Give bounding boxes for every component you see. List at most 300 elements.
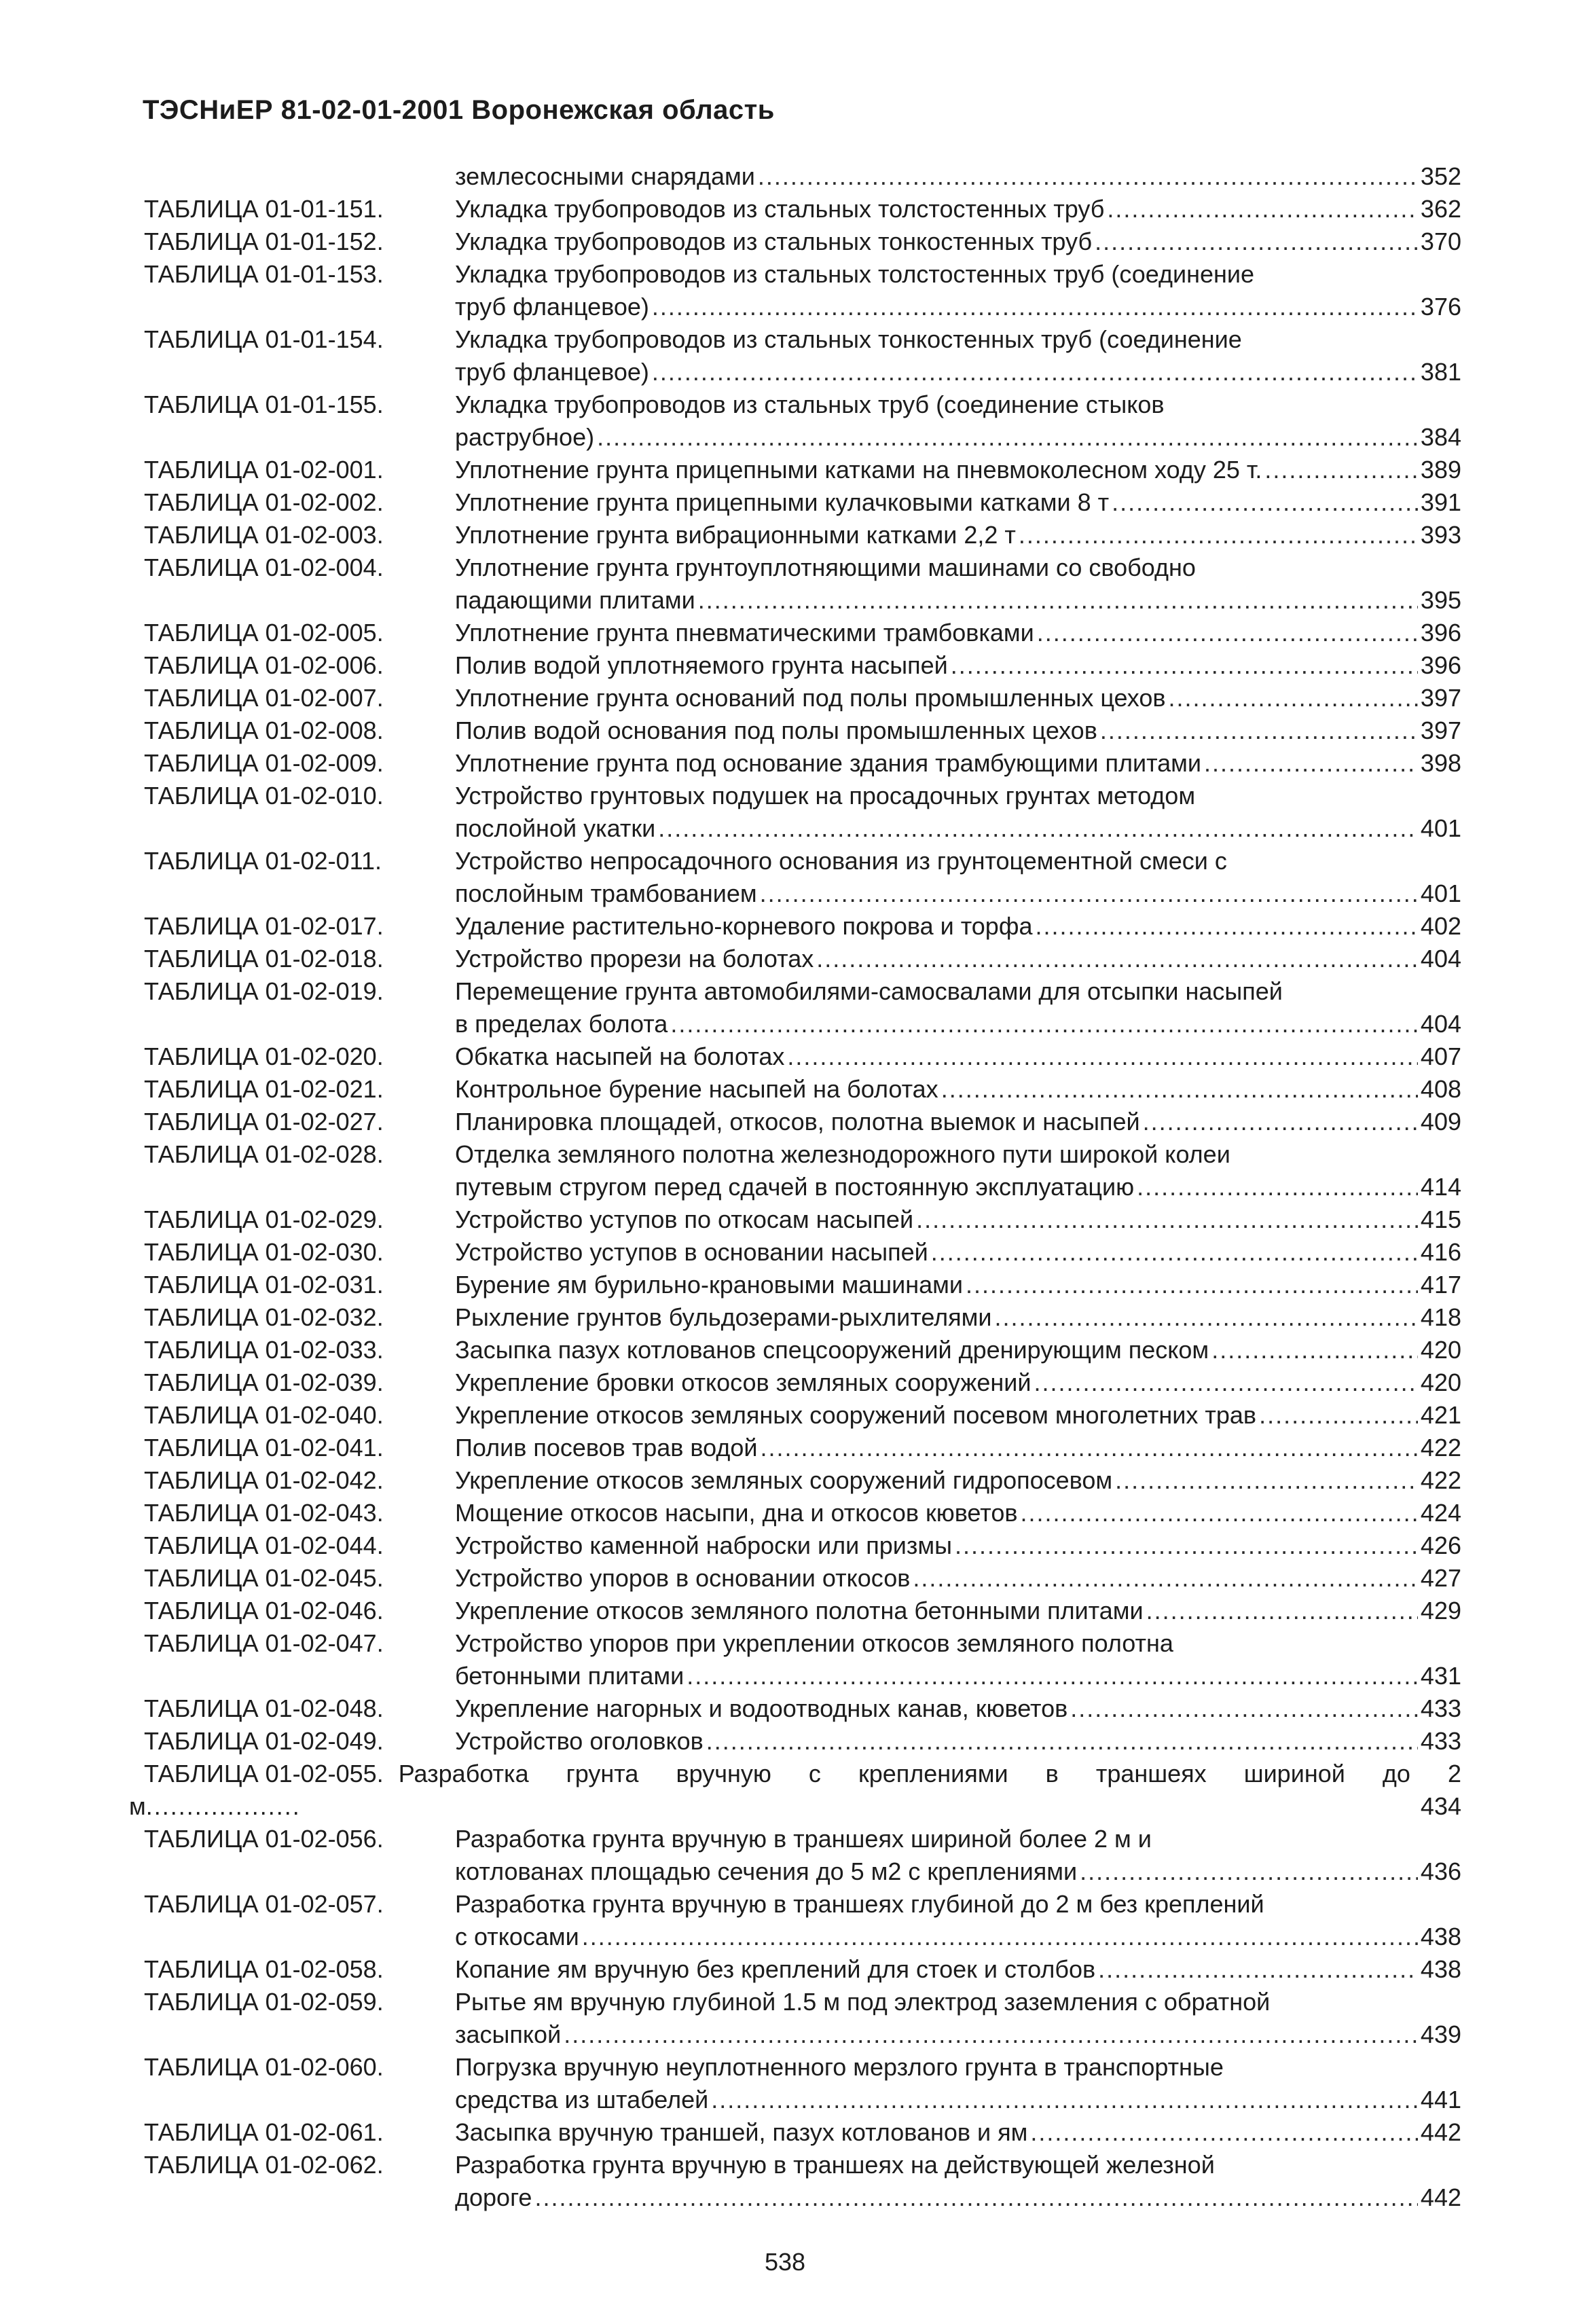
toc-entry-01-02-055[interactable] [129,1758,1461,1823]
toc-entry-body [455,519,1461,551]
toc-entry-label: ТАБЛИЦА 01-02-017. [144,912,384,940]
toc-entry-page: 389 [1420,456,1461,484]
toc-entry-page: 433 [1420,1694,1461,1722]
toc-entry-label: ТАБЛИЦА 01-02-011. [144,847,382,875]
toc-entry-label: ТАБЛИЦА 01-02-046. [144,1597,384,1624]
toc-entry-title: Укладка трубопроводов из стальных толстостенных труб (соединение [455,260,1255,288]
toc-entry-title: Разработка грунта вручную в траншеях на действующей железной [455,2151,1215,2179]
toc-entry-line [455,160,1461,193]
toc-entry[interactable] [144,1366,1461,1399]
toc-leader-dots [951,649,1418,682]
toc-entry-label: ТАБЛИЦА 01-02-042. [144,1466,384,1494]
toc-entry-body [455,1399,1461,1432]
toc-entry-line [455,2018,1461,2051]
toc-entry-label: ТАБЛИЦА 01-02-021. [144,1075,384,1103]
toc-leader-dots [1034,1366,1417,1399]
toc-leader-dots [941,1073,1418,1106]
toc-entry-title: послойным трамбованием [455,879,757,907]
toc-entry-title: Отделка земляного полотна железнодорожного пути широкой колеи [455,1140,1230,1168]
toc-entry[interactable] [144,910,1461,943]
toc-entry-page: 438 [1420,1955,1461,1983]
toc-entry-title: Устройство уступов по откосам насыпей [455,1205,914,1233]
toc-entry-page: 420 [1420,1336,1461,1364]
toc-entry[interactable] [144,193,1461,225]
toc-entry-body [455,1692,1461,1725]
toc-entry-label: ТАБЛИЦА 01-02-008. [144,716,384,744]
toc-entry-title: Полив водой основания под полы промышленных цехов [455,716,1097,744]
toc-entry[interactable] [144,1301,1461,1334]
toc-entry-page: 398 [1420,749,1461,777]
toc-entry[interactable] [144,454,1461,486]
toc-entry[interactable] [144,1399,1461,1432]
toc-group-main [144,160,1461,1758]
toc-entry-line [455,486,1461,519]
toc-entry-title: Перемещение грунта автомобилями-самосвалами для отсыпки насыпей [455,977,1283,1005]
toc-entry-page: 422 [1420,1434,1461,1461]
toc-leader-dots [1146,1595,1418,1627]
toc-entry-label: ТАБЛИЦА 01-02-060. [144,2053,384,2081]
toc-entry-body [455,1725,1461,1758]
toc-entry-line [455,1692,1461,1725]
toc-entry-body [455,1366,1461,1399]
toc-entry[interactable] [144,1888,1461,1953]
toc-entry-page: 438 [1420,1923,1461,1950]
toc-entry[interactable] [144,519,1461,551]
toc-entry-line [455,910,1461,943]
toc-entry[interactable] [144,714,1461,747]
toc-entry-line [455,454,1461,486]
toc-entry-title: Засыпка вручную траншей, пазух котлованов и ям [455,2118,1028,2146]
toc-entry-title: с откосами [455,1923,579,1950]
toc-entry-title: Копание ям вручную без креплений для стоек и столбов [455,1955,1096,1983]
toc-leader-dots [1143,1106,1418,1138]
toc-entry[interactable] [144,1627,1461,1692]
toc-entry-body [455,975,1461,1040]
toc-leader-dots [597,421,1418,454]
toc-entry[interactable] [144,617,1461,649]
toc-entry-page: 415 [1420,1205,1461,1233]
toc-entry[interactable] [144,388,1461,454]
toc-entry-body [455,1464,1461,1497]
toc-entry-page: 397 [1420,716,1461,744]
toc-entry-body [455,1888,1461,1953]
toc-entry[interactable] [144,780,1461,845]
toc-entry-line [455,1073,1461,1106]
toc-entry-body [455,682,1461,714]
toc-entry-label: ТАБЛИЦА 01-01-152. [144,228,384,255]
toc-entry-label: ТАБЛИЦА 01-02-002. [144,488,384,516]
toc-entry[interactable] [144,258,1461,323]
toc-entry-title: Устройство упоров в основании откосов [455,1564,911,1592]
toc-entry-page: 427 [1420,1564,1461,1592]
toc-leader-dots [916,1203,1418,1236]
toc-entry-page: 416 [1420,1238,1461,1266]
toc-entry-label: ТАБЛИЦА 01-02-049. [144,1727,384,1755]
toc-entry[interactable] [144,1040,1461,1073]
toc-entry-line [455,877,1461,910]
toc-entry[interactable] [144,1236,1461,1269]
toc-entry-line [455,1008,1461,1040]
toc-entry-page: 426 [1420,1531,1461,1559]
toc-entry[interactable] [144,1529,1461,1562]
toc-entry-page: 414 [1420,1173,1461,1201]
toc-entry-label: ТАБЛИЦА 01-02-018. [144,945,384,973]
toc-entry[interactable] [144,486,1461,519]
toc-leader-dots [761,1432,1418,1464]
toc-entry-page: 429 [1420,1597,1461,1624]
toc-leader-dots [1115,1464,1418,1497]
toc-entry-title: послойной укатки [455,814,656,842]
toc-entry-line [455,2149,1461,2181]
toc-entry-title: Полив посевов трав водой [455,1434,758,1461]
toc-entry-body [455,2149,1461,2214]
toc-entry-body [455,714,1461,747]
toc-entry[interactable] [144,323,1461,388]
toc-entry-line [455,1432,1461,1464]
toc-entry[interactable] [144,1823,1461,1888]
toc-entry-label: ТАБЛИЦА 01-02-005. [144,619,384,647]
toc-entry-label: ТАБЛИЦА 01-02-032. [144,1303,384,1331]
toc-entry-first-line [144,1758,1461,1790]
toc-entry-label: ТАБЛИЦА 01-02-043. [144,1499,384,1527]
toc-entry-body [455,551,1461,617]
toc-leader-dots [582,1921,1418,1953]
toc-entry-title: падающими плитами [455,586,695,614]
toc-entry-label: ТАБЛИЦА 01-02-029. [144,1205,384,1233]
toc-leader-dots [534,2181,1417,2214]
toc-entry-body [455,1986,1461,2051]
toc-entry-line [455,780,1461,812]
toc-entry-label: ТАБЛИЦА 01-02-009. [144,749,384,777]
toc-entry[interactable] [144,2149,1461,2214]
toc-leader-dots [146,1790,302,1823]
toc-leader-dots [1035,910,1417,943]
toc-entry-title: Уплотнение грунта прицепными кулачковыми катками 8 т [455,488,1110,516]
toc-entry[interactable] [144,975,1461,1040]
toc-entry-line [455,1888,1461,1921]
toc-entry-line [455,975,1461,1008]
toc-entry-title: Укладка трубопроводов из стальных тонкостенных труб (соединение [455,325,1242,353]
toc-entry-label: ТАБЛИЦА 01-02-041. [144,1434,384,1461]
toc-entry-title: Удаление растительно-корневого покрова и торфа [455,912,1033,940]
toc-entry-body [455,1269,1461,1301]
toc-leader-dots [652,356,1418,388]
toc-entry-page: 417 [1420,1271,1461,1299]
toc-entry-body [455,1301,1461,1334]
toc-entry-title: раструбное) [455,423,595,451]
toc-entry-title: Укрепление откосов земляных сооружений посевом многолетних трав [455,1401,1257,1429]
toc-entry-body [455,486,1461,519]
toc-entry-line [455,747,1461,780]
toc-entry[interactable] [144,1138,1461,1203]
toc-leader-dots [1107,193,1418,225]
toc-entry-page: 422 [1420,1466,1461,1494]
toc-entry-body [455,1497,1461,1529]
toc-entry-label: ТАБЛИЦА 01-02-059. [144,1988,384,2016]
toc-entry[interactable] [144,1562,1461,1595]
toc-entry-label: ТАБЛИЦА 01-02-057. [144,1890,384,1918]
toc-entry-title: труб фланцевое) [455,293,649,321]
toc-leader-dots [816,943,1418,975]
table-of-contents [129,160,1461,2214]
toc-leader-dots [758,160,1418,193]
toc-entry-body [455,258,1461,323]
toc-entry-label: ТАБЛИЦА 01-01-155. [144,391,384,418]
toc-entry[interactable] [144,2051,1461,2116]
toc-leader-dots [1070,1692,1418,1725]
toc-entry-title: Бурение ям бурильно-крановыми машинами [455,1271,964,1299]
toc-leader-dots [1204,747,1418,780]
toc-entry-page: 362 [1420,195,1461,223]
toc-entry-page: 402 [1420,912,1461,940]
toc-entry-title: Рытье ям вручную глубиной 1.5 м под электрод заземления с обратной [455,1988,1271,2016]
toc-entry-line [455,1106,1461,1138]
toc-leader-dots [1264,454,1418,486]
toc-entry-title: Полив водой уплотняемого грунта насыпей [455,651,948,679]
toc-entry-title: дороге [455,2183,532,2211]
toc-entry-label: ТАБЛИЦА 01-02-010. [144,782,384,810]
toc-entry-title-continued: м [129,1792,146,1820]
toc-entry-line [455,1269,1461,1301]
toc-entry-title: путевым стругом перед сдачей в постоянную эксплуатацию [455,1173,1135,1201]
toc-entry-line [455,1366,1461,1399]
toc-entry-label: ТАБЛИЦА 01-02-033. [144,1336,384,1364]
toc-entry-line [455,1301,1461,1334]
toc-entry-title: Укрепление откосов земляного полотна бетонными плитами [455,1597,1144,1624]
toc-entry-page: 404 [1420,1010,1461,1038]
toc-leader-dots [966,1269,1418,1301]
toc-entry-label: ТАБЛИЦА 01-02-030. [144,1238,384,1266]
toc-leader-dots [760,877,1418,910]
toc-leader-dots [1037,617,1418,649]
toc-entry-body [455,617,1461,649]
toc-entry-body [455,780,1461,845]
toc-entry-label: ТАБЛИЦА 01-01-153. [144,260,384,288]
toc-leader-dots [1137,1171,1418,1203]
toc-entry-line [455,225,1461,258]
toc-entry[interactable] [144,1432,1461,1464]
page-number: 538 [764,2248,806,2276]
toc-entry-line [455,1236,1461,1269]
toc-leader-dots [931,1236,1418,1269]
toc-entry-line [455,519,1461,551]
toc-entry-page: 404 [1420,945,1461,973]
toc-entry-label: ТАБЛИЦА 01-02-040. [144,1401,384,1429]
toc-entry-title: Уплотнение грунта прицепными катками на пневмоколесном ходу 25 т. [455,456,1262,484]
toc-entry-page: 418 [1420,1303,1461,1331]
toc-leader-dots [913,1562,1418,1595]
toc-entry-label: ТАБЛИЦА 01-02-031. [144,1271,384,1299]
toc-entry[interactable] [144,1269,1461,1301]
toc-entry-page: 420 [1420,1368,1461,1396]
toc-entry-label: ТАБЛИЦА 01-02-048. [144,1694,384,1722]
toc-entry-page: 441 [1420,2086,1461,2113]
toc-entry[interactable] [144,845,1461,910]
toc-entry-page: 352 [1420,162,1461,190]
toc-entry-title: Укладка трубопроводов из стальных тонкостенных труб [455,228,1093,255]
toc-entry-title: Уплотнение грунта грунтоуплотняющими машинами со свободно [455,553,1196,581]
toc-entry-body [455,649,1461,682]
toc-leader-dots [706,1725,1418,1758]
toc-entry[interactable] [144,943,1461,975]
toc-entry-body [455,943,1461,975]
toc-entry[interactable] [144,1334,1461,1366]
toc-entry-body [455,1595,1461,1627]
toc-entry-line [455,1334,1461,1366]
toc-leader-dots [658,812,1418,845]
toc-entry[interactable] [144,1692,1461,1725]
toc-entry-title: Устройство оголовков [455,1727,704,1755]
toc-entry[interactable] [144,1203,1461,1236]
toc-entry[interactable] [144,160,1461,193]
toc-entry-title: Контрольное бурение насыпей на болотах [455,1075,938,1103]
toc-leader-dots [1211,1334,1418,1366]
toc-entry-page: 393 [1420,521,1461,549]
toc-leader-dots [1095,225,1418,258]
toc-leader-dots [652,291,1418,323]
toc-entry-line [455,617,1461,649]
toc-leader-dots [1100,714,1418,747]
toc-leader-dots [1259,1399,1418,1432]
toc-entry[interactable] [144,2116,1461,2149]
toc-entry-body [455,1073,1461,1106]
toc-entry-line [455,1725,1461,1758]
toc-entry[interactable] [144,1595,1461,1627]
toc-entry[interactable] [144,1953,1461,1986]
toc-entry-title: Устройство уступов в основании насыпей [455,1238,928,1266]
toc-entry-body [455,2116,1461,2149]
toc-entry[interactable] [144,1725,1461,1758]
toc-entry-page: 424 [1420,1499,1461,1527]
toc-entry-body [455,1040,1461,1073]
toc-entry-label: ТАБЛИЦА 01-02-003. [144,521,384,549]
toc-entry-title: Устройство непросадочного основания из грунтоцементной смеси с [455,847,1227,875]
toc-entry[interactable] [144,1497,1461,1529]
toc-leader-dots [1080,1855,1418,1888]
toc-entry-page: 433 [1420,1727,1461,1755]
toc-leader-dots [1169,682,1418,714]
toc-entry-body [455,1529,1461,1562]
toc-leader-dots [711,2084,1418,2116]
toc-entry[interactable] [144,1986,1461,2051]
toc-entry-page: 407 [1420,1042,1461,1070]
toc-entry-body [455,1562,1461,1595]
toc-entry-line [455,1660,1461,1692]
toc-entry-page: 434 [1420,1792,1461,1820]
toc-entry-body [455,1203,1461,1236]
toc-entry-body [455,454,1461,486]
toc-leader-dots [1019,519,1418,551]
toc-entry[interactable] [144,551,1461,617]
toc-entry-line [455,1823,1461,1855]
toc-leader-dots [1112,486,1418,519]
toc-entry-line [455,1529,1461,1562]
toc-entry-title: Обкатка насыпей на болотах [455,1042,785,1070]
toc-entry-line [455,845,1461,877]
toc-leader-dots [1098,1953,1418,1986]
toc-entry[interactable] [144,747,1461,780]
toc-entry-body [455,225,1461,258]
toc-entry-title: Погрузка вручную неуплотненного мерзлого грунта в транспортные [455,2053,1224,2081]
toc-entry-title: средства из штабелей [455,2086,709,2113]
toc-entry-page: 408 [1420,1075,1461,1103]
toc-entry[interactable] [144,225,1461,258]
toc-entry-line [455,323,1461,356]
toc-entry-title: Укладка трубопроводов из стальных толстостенных труб [455,195,1105,223]
toc-entry-line [455,1562,1461,1595]
toc-entry-body [455,910,1461,943]
toc-entry[interactable] [144,649,1461,682]
toc-entry-line [455,1986,1461,2018]
toc-leader-dots [687,1660,1418,1692]
toc-entry-line [455,551,1461,584]
toc-entry-title: Уплотнение грунта пневматическими трамбовками [455,619,1034,647]
toc-entry-line [455,649,1461,682]
toc-entry-body [455,323,1461,388]
toc-entry-page: 421 [1420,1401,1461,1429]
toc-entry-title: Разработка грунта вручную в траншеях шириной более 2 м и [455,1825,1152,1853]
toc-entry-title: труб фланцевое) [455,358,649,386]
toc-entry-page: 409 [1420,1108,1461,1136]
toc-entry-line [455,1627,1461,1660]
toc-entry-label: ТАБЛИЦА 01-02-004. [144,553,384,581]
toc-entry-body [455,1334,1461,1366]
page-header-title: ТЭСНиЕР 81-02-01-2001 Воронежская область [143,95,775,125]
toc-entry-page: 431 [1420,1662,1461,1690]
toc-leader-dots [955,1529,1418,1562]
toc-entry-label: ТАБЛИЦА 01-02-055. [144,1760,384,1787]
toc-entry-line [455,2116,1461,2149]
toc-leader-dots [1021,1497,1418,1529]
toc-entry-line [455,421,1461,454]
toc-entry-label: ТАБЛИЦА 01-02-045. [144,1564,384,1592]
toc-entry-title: Уплотнение грунта под основание здания трамбующими плитами [455,749,1202,777]
toc-entry-label: ТАБЛИЦА 01-02-056. [144,1825,384,1853]
toc-entry-line [455,1464,1461,1497]
toc-leader-dots [995,1301,1418,1334]
toc-entry-title: Устройство прорези на болотах [455,945,814,973]
toc-entry[interactable] [144,1073,1461,1106]
toc-entry-label: ТАБЛИЦА 01-01-151. [144,195,384,223]
toc-entry-title: Засыпка пазух котлованов спецсооружений дренирующим песком [455,1336,1209,1364]
toc-leader-dots [698,584,1418,617]
toc-entry-page: 391 [1420,488,1461,516]
toc-entry-label: ТАБЛИЦА 01-01-154. [144,325,384,353]
toc-entry-line [455,943,1461,975]
toc-entry-title: Уплотнение грунта оснований под полы промышленных цехов [455,684,1166,712]
toc-entry-line [455,1138,1461,1171]
toc-entry-line [455,812,1461,845]
toc-entry-label: ТАБЛИЦА 01-02-039. [144,1368,384,1396]
toc-entry-line [455,584,1461,617]
toc-entry-title: засыпкой [455,2020,562,2048]
toc-entry-body [455,845,1461,910]
toc-entry-line [455,1040,1461,1073]
toc-entry-title: бетонными плитами [455,1662,684,1690]
toc-entry[interactable] [144,682,1461,714]
toc-entry-body [455,1823,1461,1888]
toc-entry[interactable] [144,1464,1461,1497]
toc-entry-line [455,1855,1461,1888]
toc-entry[interactable] [144,1106,1461,1138]
toc-entry-label: ТАБЛИЦА 01-02-006. [144,651,384,679]
toc-entry-title: Устройство упоров при укреплении откосов земляного полотна [455,1629,1173,1657]
toc-entry-title: в пределах болота [455,1010,668,1038]
toc-entry-title: Разработка грунта вручную с креплениями в траншеях шириной до 2 [398,1760,1461,1787]
toc-entry-label: ТАБЛИЦА 01-02-062. [144,2151,384,2179]
toc-entry-title: Рыхление грунтов бульдозерами-рыхлителями [455,1303,992,1331]
toc-entry-line [455,1497,1461,1529]
